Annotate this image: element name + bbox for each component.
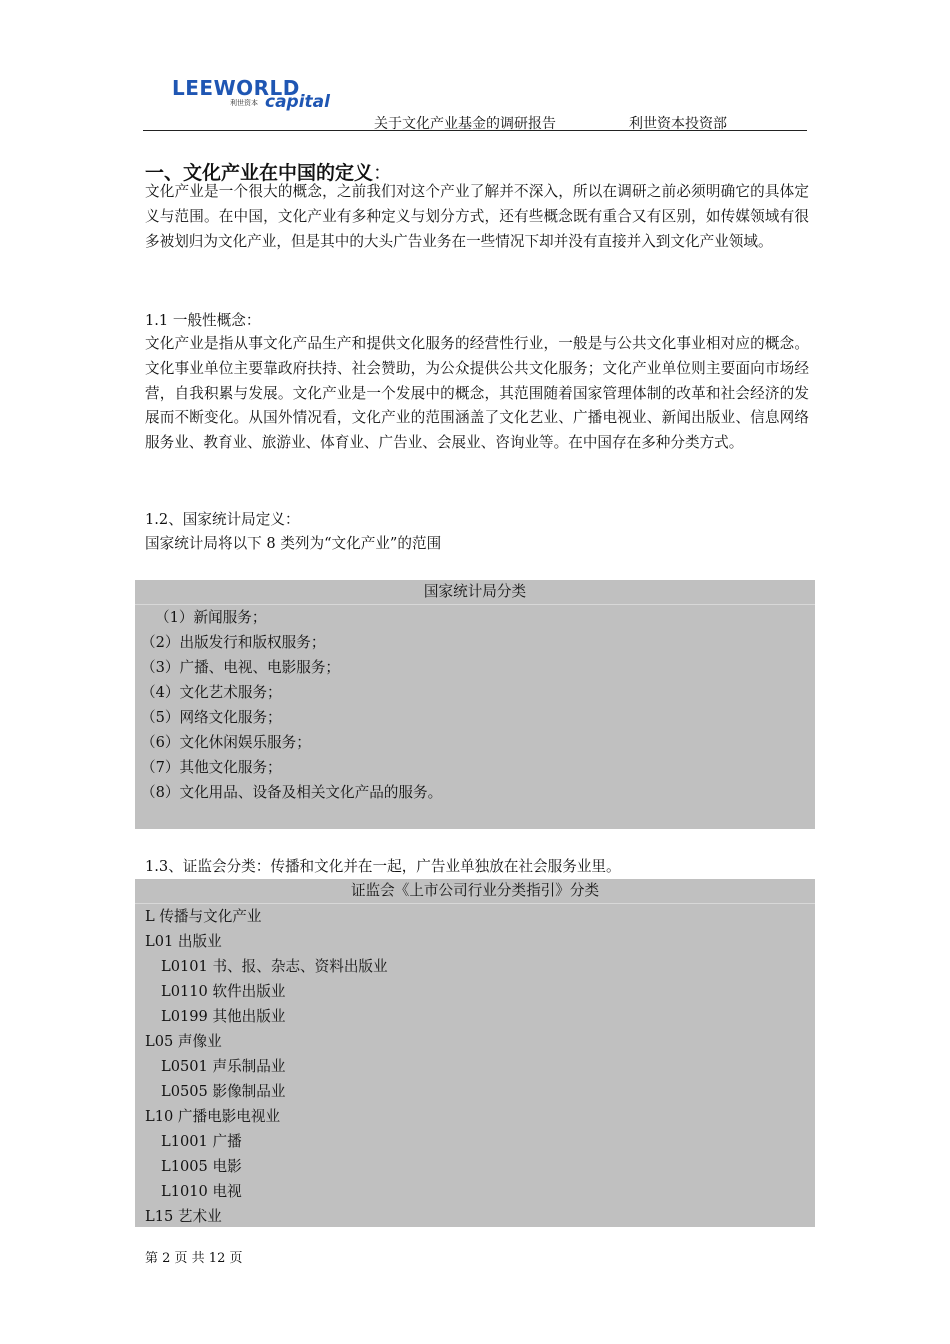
nbs-classification-box xyxy=(135,580,815,829)
csrc-box-title: 证监会《上市公司行业分类指引》分类 xyxy=(135,879,815,904)
list-item: L0110 软件出版业 xyxy=(161,983,286,1000)
list-item: （5）网络文化服务； xyxy=(141,709,282,726)
page-footer: 第 2 页 共 12 页 xyxy=(145,1251,243,1266)
heading-1-1: 1.1 一般性概念： xyxy=(145,312,261,329)
company-logo xyxy=(168,74,338,114)
header-department: 利世资本投资部 xyxy=(629,116,727,132)
list-item: L1001 广播 xyxy=(161,1133,242,1150)
list-item: L10 广播电影电视业 xyxy=(145,1108,281,1125)
list-item: （3）广播、电视、电影服务； xyxy=(141,659,341,676)
general-concept-paragraph: 文化产业是指从事文化产品生产和提供文化服务的经营性行业，一般是与公共文化事业相对应的概念。文化事业单位主要靠政府扶持、社会赞助，为公众提供公共文化服务；文化产业单位则主要面向市场经营，自我积累与发展。文化产业是一个发展中的概念，其范围随着国家管理体制的改革和社会经济的发展而不断变化。从国外情况看，文化产业的范围涵盖了文化艺业、广播电视业、新闻出版业、信息网络服务业、教育业、旅游业、体育业、广告业、会展业、咨询业等。在中国存在多种分类方式。 xyxy=(145,335,809,452)
list-item: L05 声像业 xyxy=(145,1033,222,1050)
logo-wordmark: LEEWORLD xyxy=(172,76,300,100)
header-report-title: 关于文化产业基金的调研报告 xyxy=(374,116,556,132)
csrc-classification-box xyxy=(135,879,815,1227)
list-item: （7）其他文化服务； xyxy=(141,759,282,776)
list-item: L0501 声乐制品业 xyxy=(161,1058,286,1075)
list-item: （2）出版发行和版权服务； xyxy=(141,634,326,651)
list-item: （4）文化艺术服务； xyxy=(141,684,282,701)
heading-1-2: 1.2、国家统计局定义： xyxy=(145,511,300,528)
list-item: L1005 电影 xyxy=(161,1158,242,1175)
list-item: L0505 影像制品业 xyxy=(161,1083,286,1100)
list-item: L 传播与文化产业 xyxy=(145,908,262,925)
list-item: （1）新闻服务； xyxy=(155,609,267,626)
list-item: L0101 书、报、杂志、资料出版业 xyxy=(161,958,388,975)
section-title-colon: ： xyxy=(373,162,393,184)
section-title-text: 一、文化产业在中国的定义 xyxy=(145,162,374,184)
logo-chinese-text: 利世资本 xyxy=(230,99,258,107)
list-item: L15 艺术业 xyxy=(145,1208,222,1225)
header-divider xyxy=(143,130,807,131)
list-item: L1010 电视 xyxy=(161,1183,242,1200)
heading-1-3: 1.3、证监会分类：传播和文化并在一起，广告业单独放在社会服务业里。 xyxy=(145,858,621,875)
nbs-definition-text: 国家统计局将以下 8 类列为“文化产业”的范围 xyxy=(145,535,442,552)
intro-paragraph: 文化产业是一个很大的概念，之前我们对这个产业了解并不深入，所以在调研之前必须明确它的具体定义与范围。在中国，文化产业有多种定义与划分方式，还有些概念既有重合又有区别，如传媒领域有很多被划归为文化产业，但是其中的大头广告业务在一些情况下却并没有直接并入到文化产业领域。 xyxy=(145,183,809,250)
nbs-box-title: 国家统计局分类 xyxy=(135,580,815,605)
list-item: （8）文化用品、设备及相关文化产品的服务。 xyxy=(141,784,443,801)
list-item: （6）文化休闲娱乐服务； xyxy=(141,734,311,751)
logo-capital-text: capital xyxy=(265,92,330,112)
list-item: L0199 其他出版业 xyxy=(161,1008,286,1025)
list-item: L01 出版业 xyxy=(145,933,222,950)
